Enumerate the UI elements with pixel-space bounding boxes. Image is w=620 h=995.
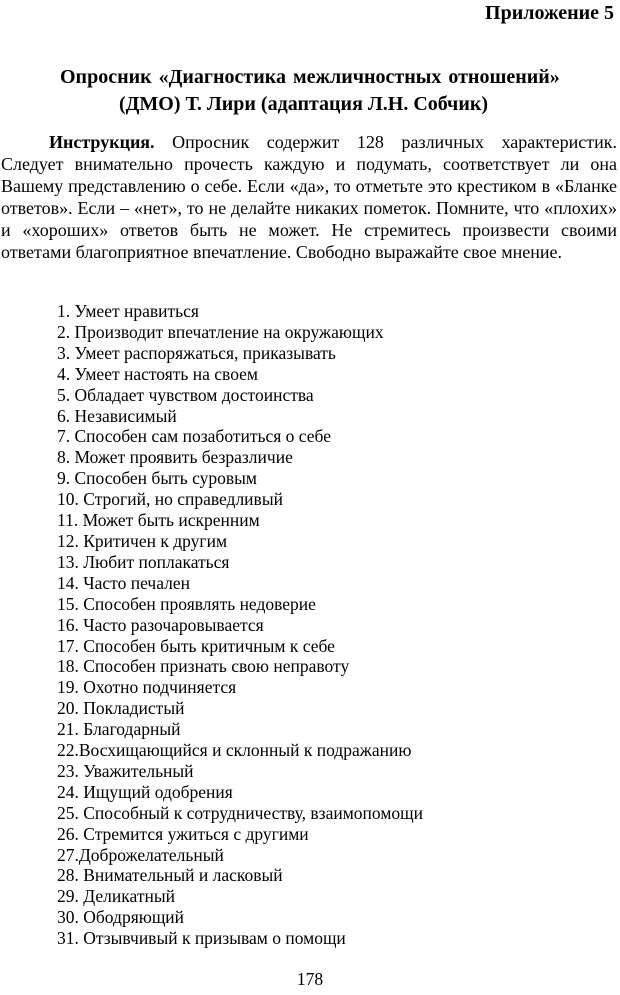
instruction-label: Инструкция. [49, 132, 155, 152]
list-item: 13. Любит поплакаться [57, 551, 230, 572]
list-item: 20. Покладистый [57, 698, 185, 719]
list-item: 4. Умеет настоять на своем [57, 363, 258, 384]
list-item: 7. Способен сам позаботиться о себе [57, 426, 331, 447]
list-item: 22.Восхищающийся и склонный к подражанию [57, 740, 412, 761]
title-line-2: (ДМО) Т. Лири (адаптация Л.Н. Собчик) [119, 93, 489, 115]
list-item: 5. Обладает чувством достоинства [57, 384, 314, 405]
list-item: 15. Способен проявлять недоверие [57, 593, 316, 614]
list-item: 1. Умеет нравиться [57, 301, 199, 321]
list-item: 16. Часто разочаровывается [57, 614, 264, 635]
title-line-1: Опросник «Диагностика межличностных отношений» [60, 66, 560, 88]
list-item: 27.Доброжелательный [57, 844, 224, 865]
list-item: 26. Стремится ужиться с другими [57, 823, 309, 844]
list-item: 24. Ищущий одобрения [57, 781, 233, 802]
list-item: 19. Охотно подчиняется [57, 677, 237, 698]
list-item: 29. Деликатный [57, 886, 175, 907]
instruction-paragraph [1, 131, 617, 263]
list-item: 28. Внимательный и ласковый [57, 865, 283, 886]
characteristics-list [57, 301, 423, 949]
appendix-label: Приложение 5 [485, 2, 614, 24]
list-item: 12. Критичен к другим [57, 530, 228, 551]
list-item: 2. Производит впечатление на окружающих [57, 321, 384, 342]
list-item: 31. Отзывчивый к призывам о помощи [57, 928, 346, 949]
list-item: 6. Независимый [57, 405, 177, 426]
list-item: 23. Уважительный [57, 760, 194, 781]
list-item: 18. Способен признать свою неправоту [57, 656, 350, 677]
list-item: 25. Способный к сотрудничеству, взаимопомощи [57, 802, 423, 823]
list-item: 8. Может проявить безразличие [57, 447, 293, 468]
list-item: 9. Способен быть суровым [57, 468, 257, 489]
list-item: 10. Строгий, но справедливый [57, 489, 283, 510]
list-item: 30. Ободряющий [57, 907, 185, 928]
list-item: 17. Способен быть критичным к себе [57, 635, 335, 656]
list-item: 3. Умеет распоряжаться, приказывать [57, 342, 336, 363]
list-item: 14. Часто печален [57, 572, 190, 593]
questionnaire-title [0, 64, 620, 118]
instruction-text: Опросник содержит 128 различных характеристик. Следует внимательно прочесть каждую и подумать, соответствует ли она Вашему представлению о себе. Если «да», то отметьте это крестиком в «Бланке ответов». Если – «нет», то не делайте никаких пометок. Помните, что «плохих» и «хороших» ответов быть не может. Не стремитесь произвести своими ответами благоприятное впечатление. Свободно выражайте свое мнение. [1, 132, 618, 262]
list-item: 21. Благодарный [57, 719, 181, 740]
list-item: 11. Может быть искренним [57, 510, 260, 531]
page-number: 178 [296, 969, 324, 989]
